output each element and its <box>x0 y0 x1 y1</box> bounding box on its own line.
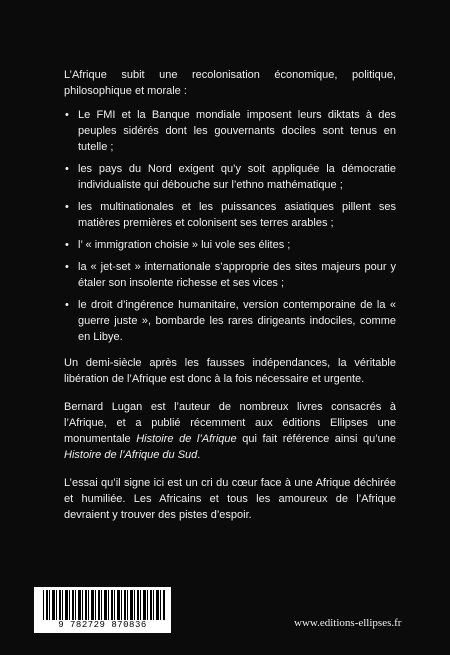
bullet-text: l’ « immigration choisie » lui vole ses élites ; <box>78 239 291 251</box>
back-cover-text <box>64 67 396 535</box>
publisher-website: www.editions-ellipses.fr <box>294 617 402 629</box>
bullet-icon: • <box>65 299 69 311</box>
book-title: Histoire de l’Afrique du Sud <box>64 449 198 461</box>
bullet-text: le droit d’ingérence humanitaire, version contemporaine de la « guerre juste », bombarde les rares dirigeants indociles, comme en Libye. <box>78 299 396 343</box>
bullet-text: la « jet-set » internationale s’approprie des sites majeurs pour y étaler son insolente richesse et ses vices ; <box>78 261 396 289</box>
bullet-icon: • <box>65 201 69 213</box>
bullet-icon: • <box>65 109 69 121</box>
bullet-item <box>64 199 396 231</box>
bullet-item <box>64 237 396 253</box>
author-paragraph: Bernard Lugan est l’auteur de nombreux livres consacrés à l’Afrique, et a publié récemment aux éditions Ellipses une monumentale Histoire de l’Afrique qui fait référence ainsi qu’une Histoire de l’Afrique du Sud. <box>64 401 397 461</box>
bullet-icon: • <box>65 163 69 175</box>
bullet-text: Le FMI et la Banque mondiale imposent leurs diktats à des peuples sidérés dont les gouvernants dociles sont tenus en tutelle ; <box>78 109 396 153</box>
bullet-item <box>64 297 396 345</box>
bullet-item <box>64 107 396 155</box>
book-title: Histoire de l’Afrique <box>136 433 237 445</box>
essay-paragraph: L’essai qu’il signe ici est un cri du cœur face à une Afrique déchirée et humiliée. Les Africains et tous les amoureux de l’Afrique devraient y trouver des pistes d’espoir. <box>64 477 396 521</box>
bullet-icon: • <box>65 261 69 273</box>
liberation-paragraph: Un demi-siècle après les fausses indépendances, la véritable libération de l’Afrique est donc à la fois nécessaire et urgente. <box>64 357 396 385</box>
bullet-item <box>64 259 396 291</box>
bullet-icon: • <box>65 239 69 251</box>
intro-paragraph: L’Afrique subit une recolonisation économique, politique, philosophique et morale : <box>64 69 396 97</box>
bullet-list <box>64 107 396 345</box>
bullet-text: les pays du Nord exigent qu’y soit appliquée la démocratie individualiste qui débouche sur l’ethno mathématique ; <box>78 163 396 191</box>
bullet-item <box>64 161 396 193</box>
bullet-text: les multinationales et les puissances asiatiques pillent ses matières premières et colonisent ses terres arables ; <box>78 201 396 229</box>
barcode-bars <box>43 590 165 620</box>
barcode <box>34 587 171 633</box>
barcode-number: 9 782729 870836 <box>58 620 147 630</box>
